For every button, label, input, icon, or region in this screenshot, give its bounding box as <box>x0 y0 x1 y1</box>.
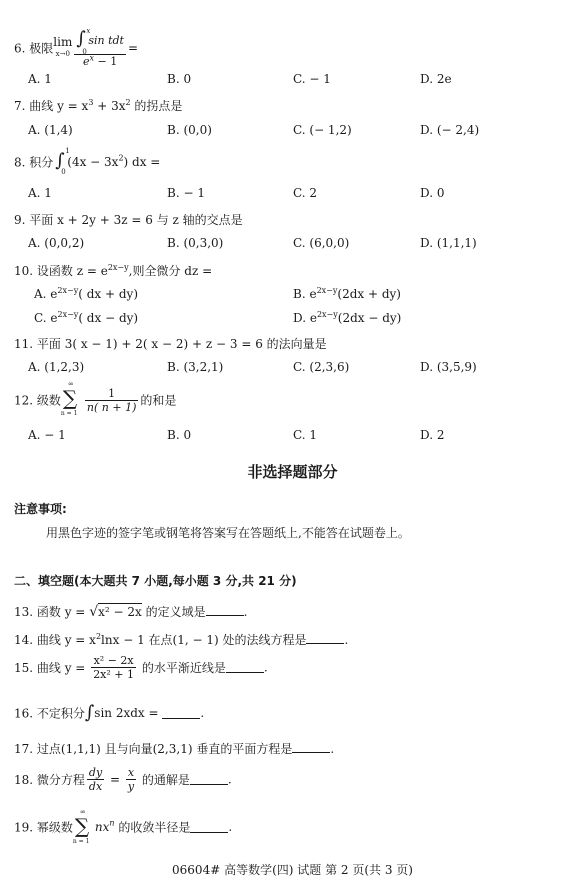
q7-option-c: C. (− 1,2) <box>293 123 352 137</box>
q9-option-b: B. (0,3,0) <box>167 236 224 250</box>
q10-option-c: C. $e^{2x-y}$( dx − dy) <box>34 310 139 325</box>
q10-option-d: D. $e^{2x-y}(2dx - dy)$ <box>293 310 402 325</box>
q6-integral: ∫ x 0 <box>76 27 91 56</box>
q7-option-d: D. (− 2,4) <box>420 123 480 137</box>
q12-option-b: B. 0 <box>167 428 192 442</box>
q18-fraction-right: $\frac{x}{y}$ <box>127 766 135 793</box>
q6-option-b: B. 0 <box>167 72 192 86</box>
q11-option-c: C. (2,3,6) <box>293 360 350 374</box>
q12-stem: 12. 级数 ∞ ∑ n = 1 $\frac{1}{n( n + 1)}$ 的和是 <box>14 380 177 417</box>
q11-stem: 11. 平面 3( x − 1) + 2( x − 2) + z − 3 = 6 的法向量是 <box>14 337 327 351</box>
q18-answer-blank <box>190 774 228 785</box>
q14-stem: 14. 曲线 $y = x^2\ln x - 1$ 在点(1, − 1) 处的法线方程是 . <box>14 632 349 647</box>
q6-option-d: D. 2e <box>420 72 452 86</box>
q13-stem: 13. 函数 y = √x² − 2x 的定义域是 . <box>14 604 248 620</box>
q11-option-b: B. (3,2,1) <box>167 360 224 374</box>
q6-limit: lim x→0 <box>53 35 73 58</box>
q10-option-b: B. $e^{2x-y}(2dx + dy)$ <box>293 286 401 301</box>
q18-stem: 18. 微分方程 $\frac{dy}{dx}$ = $\frac{x}{y}$ 的通解是 . <box>14 766 232 793</box>
q12-fraction: $\frac{1}{n( n + 1)}$ <box>86 386 137 414</box>
q7-option-b: B. (0,0) <box>167 123 212 137</box>
q8-option-a: A. 1 <box>28 186 52 200</box>
part2-title: 二、填空题(本大题共 7 小题,每小题 3 分,共 21 分) <box>14 574 297 588</box>
q16-answer-blank <box>162 708 200 719</box>
q6-option-c: C. − 1 <box>293 72 331 86</box>
q19-sum: ∞ ∑ n = 1 <box>72 808 90 845</box>
q18-fraction-left: $\frac{dy}{dx}$ <box>88 766 103 793</box>
q6-stem: 6. 极限lim x→0 ∫ x 0 sin tdt $e^x - 1$ = <box>14 27 139 68</box>
q11-option-a: A. (1,2,3) <box>28 360 85 374</box>
q13-answer-blank <box>206 605 244 616</box>
q13-sqrt-icon: √ <box>89 604 99 620</box>
q6-option-a: A. 1 <box>28 72 52 86</box>
q6-fraction: ∫ x 0 sin tdt $e^x - 1$ <box>76 27 124 68</box>
q17-answer-blank <box>292 742 330 753</box>
q12-sum: ∞ ∑ n = 1 <box>60 380 78 417</box>
q8-integral: ∫ 1 0 <box>55 147 70 176</box>
q16-stem: 16. 不定积分∫sin 2xdx = . <box>14 702 205 723</box>
q9-option-d: D. (1,1,1) <box>420 236 477 250</box>
q12-option-d: D. 2 <box>420 428 445 442</box>
q7-option-a: A. (1,4) <box>28 123 73 137</box>
notice-title: 注意事项: <box>14 502 67 516</box>
q15-answer-blank <box>226 662 264 673</box>
q17-stem: 17. 过点(1,1,1) 且与向量(2,3,1) 垂直的平面方程是 . <box>14 742 335 756</box>
q8-option-d: D. 0 <box>420 186 445 200</box>
q12-option-c: C. 1 <box>293 428 318 442</box>
q12-option-a: A. − 1 <box>28 428 66 442</box>
notice-body: 用黑色字迹的签字笔或钢笔将答案写在答题纸上,不能答在试题卷上。 <box>46 526 410 540</box>
q10-stem: 10. 设函数 $z = e^{2x-y}$,则全微分 dz = <box>14 263 213 278</box>
q9-option-a: A. (0,0,2) <box>28 236 85 250</box>
q9-option-c: C. (6,0,0) <box>293 236 350 250</box>
q19-answer-blank <box>190 822 228 833</box>
q11-option-d: D. (3,5,9) <box>420 360 477 374</box>
q16-integral-icon: ∫ <box>84 702 95 723</box>
section-title: 非选择题部分 <box>247 463 338 481</box>
q19-stem: 19. 幂级数 ∞ ∑ n = 1 $nx^n$ 的收敛半径是 . <box>14 808 233 845</box>
q14-answer-blank <box>306 633 344 644</box>
q6-label: 6. 极限 <box>14 41 54 56</box>
q7-stem: 7. 曲线 $y = x^3 + 3x^2$ 的拐点是 <box>14 98 183 113</box>
q9-stem: 9. 平面 x + 2y + 3z = 6 与 z 轴的交点是 <box>14 213 243 227</box>
q15-fraction: $\frac{\text{x² − 2x}}{\text{2x² + 1}}$ <box>93 654 135 681</box>
q10-option-a: A. $e^{2x-y}$( dx + dy) <box>34 286 139 301</box>
q8-stem: 8. 积分 ∫ 1 0 $(4x - 3x^2)$ dx = <box>14 147 161 176</box>
q8-option-c: C. 2 <box>293 186 318 200</box>
page-footer: 06604# 高等数学(四) 试题 第 2 页(共 3 页) <box>172 863 413 877</box>
q15-stem: 15. 曲线 y = $\frac{\text{x² − 2x}}{\text{2x² + 1}}$ 的水平渐近线是 . <box>14 654 268 681</box>
q8-option-b: B. − 1 <box>167 186 205 200</box>
